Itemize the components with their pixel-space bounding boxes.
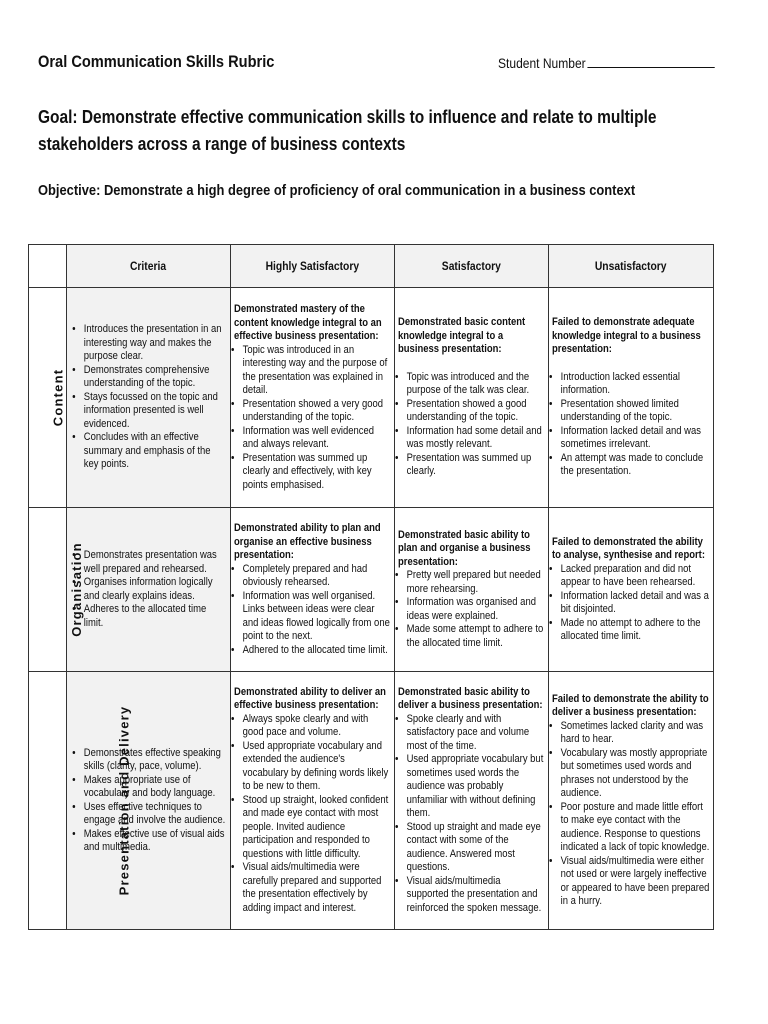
section-label: Organisation [68,541,84,637]
list-item: • Spoke clearly and with satisfactory pace and volume most of the time. [407,713,545,754]
section-label: Content [50,368,66,426]
unsatisfactory-cell [549,508,714,672]
list-item: • Topic was introduced and the purpose of the talk was clear. [407,371,545,398]
student-number-line[interactable] [587,55,714,68]
page-title: Oral Communication Skills Rubric [38,52,275,71]
list-item: • Information lacked detail and was a bit disjointed. [561,590,710,617]
list-item: • Demonstrates comprehensive understanding of the topic. [84,364,227,391]
list-item: • Stood up straight and made eye contact with some of the audience. Answered most questions. [407,821,545,875]
highly-satisfactory-cell [231,288,395,508]
table-header-row [29,245,714,288]
column-header-highly-satisfactory: Highly Satisfactory [231,245,395,288]
highly-satisfactory-cell [231,672,395,930]
list-item: • Information was organised and ideas were explained. [407,596,545,623]
descriptor-lead: Demonstrated ability to plan and organise an effective business presentation: [234,522,381,561]
descriptor-lead: Failed to demonstrate the ability to deliver a business presentation: [552,692,709,718]
list-item: • Presentation showed a very good understanding of the topic. [243,398,391,425]
list-item: • Organises information logically and clearly explains ideas. [84,576,227,603]
descriptor-lead: Failed to demonstrated the ability to analyse, synthesise and report: [552,535,705,561]
section-label-cell [29,508,84,672]
list-item: • Topic was introduced in an interesting way and the purpose of the presentation was explained in detail. [243,344,391,398]
section-label: Presentation and Delivery [116,705,132,895]
descriptor-lead: Failed to demonstrate adequate knowledge integral to a business presentation: [552,316,701,356]
list-item: • Introduces the presentation in an interesting way and makes the purpose clear. [84,323,227,364]
header-corner-cell [29,245,67,288]
list-item: • Visual aids/multimedia were either not used or were largely ineffective or appeared to have been prepared in a hurry. [561,855,710,909]
list-item: • Presentation showed a good understanding of the topic. [407,398,545,425]
list-item: • Adheres to the allocated time limit. [84,603,227,630]
section-label-cell [29,672,132,930]
criteria-cell [67,672,231,930]
table-row-presentation-delivery [29,672,714,930]
list-item: • Visual aids/multimedia were carefully prepared and supported the presentation effectively by adding impact and interest. [243,861,391,915]
student-number-field[interactable] [498,55,715,71]
section-label-cell [29,288,67,508]
list-item: • Pretty well prepared but needed more rehearsing. [407,569,545,596]
list-item: • Makes effective use of visual aids and multimedia. [84,828,227,855]
list-item: • Always spoke clearly and with good pace and volume. [243,713,391,740]
satisfactory-cell [395,672,549,930]
list-item: • Visual aids/multimedia supported the presentation and reinforced the spoken message. [407,875,545,916]
list-item: • Demonstrates presentation was well prepared and rehearsed. [84,549,227,576]
list-item: • An attempt was made to conclude the presentation. [561,452,710,479]
list-item: • Stood up straight, looked confident and made eye contact with most people. Invited audience participation and responded to questions with little difficulty. [243,794,391,862]
list-item: • Information lacked detail and was sometimes irrelevant. [561,425,710,452]
column-header-satisfactory: Satisfactory [395,245,549,288]
student-number-label: Student Number [498,55,586,71]
list-item: • Lacked preparation and did not appear to have been rehearsed. [561,563,710,590]
descriptor-lead: Demonstrated basic ability to plan and organise a business presentation: [398,528,531,568]
descriptor-lead: Demonstrated basic ability to deliver a business presentation: [398,685,543,712]
list-item: • Completely prepared and had obviously rehearsed. [243,563,391,590]
satisfactory-cell [395,288,549,508]
list-item: • Presentation showed limited understanding of the topic. [561,398,710,425]
list-item: • Adhered to the allocated time limit. [243,644,391,658]
descriptor-lead: Demonstrated ability to deliver an effective business presentation: [234,685,386,712]
list-item: • Sometimes lacked clarity and was hard to hear. [561,720,710,747]
list-item: • Makes appropriate use of vocabulary and body language. [84,774,227,801]
list-item: • Introduction lacked essential information. [561,371,710,398]
list-item: • Concludes with an effective summary and emphasis of the key points. [84,431,227,472]
list-item: • Information had some detail and was mostly relevant. [407,425,545,452]
list-item: • Information was well organised. Links between ideas were clear and ideas flowed logically from one point to the next. [243,590,391,644]
satisfactory-cell [395,508,549,672]
objective-text: Objective: Demonstrate a high degree of proficiency of oral communication in a business context [38,182,636,199]
list-item: • Made no attempt to adhere to the allocated time limit. [561,617,710,644]
header-row [38,52,708,78]
unsatisfactory-cell [549,672,714,930]
goal-text: Goal: Demonstrate effective communication skills to influence and relate to multiple stakeholders across a range of business contexts [38,107,657,154]
list-item: • Used appropriate vocabulary and extended the audience's vocabulary by defining words likely to be new to them. [243,740,391,794]
column-header-criteria: Criteria [67,245,231,288]
column-header-unsatisfactory: Unsatisfactory [549,245,714,288]
descriptor-lead: Demonstrated mastery of the content knowledge integral to an effective business presentation: [234,303,382,342]
list-item: • Uses effective techniques to engage and involve the audience. [84,801,227,828]
list-item: • Stays focussed on the topic and information presented is well evidenced. [84,391,227,432]
descriptor-lead: Demonstrated basic content knowledge integral to a business presentation: [398,316,526,356]
criteria-cell [67,288,231,508]
list-item: • Vocabulary was mostly appropriate but sometimes used words and phrases not understood by the audience. [561,747,710,801]
list-item: • Made some attempt to adhere to the allocated time limit. [407,623,545,650]
list-item: • Used appropriate vocabulary but sometimes used words the audience was probably unfamiliar with without defining them. [407,753,545,821]
list-item: • Poor posture and made little effort to make eye contact with the audience. Response to questions indicated a lack of topic knowledge. [561,801,710,855]
criteria-cell [67,508,231,672]
list-item: • Information was well evidenced and always relevant. [243,425,391,452]
table-row-organisation [29,508,714,672]
list-item: • Presentation was summed up clearly and effectively, with key points emphasised. [243,452,391,493]
rubric-table [28,244,714,930]
list-item: • Demonstrates effective speaking skills (clarity, pace, volume). [84,747,227,774]
list-item: • Presentation was summed up clearly. [407,452,545,479]
highly-satisfactory-cell [231,508,395,672]
table-row-content [29,288,714,508]
unsatisfactory-cell [549,288,714,508]
